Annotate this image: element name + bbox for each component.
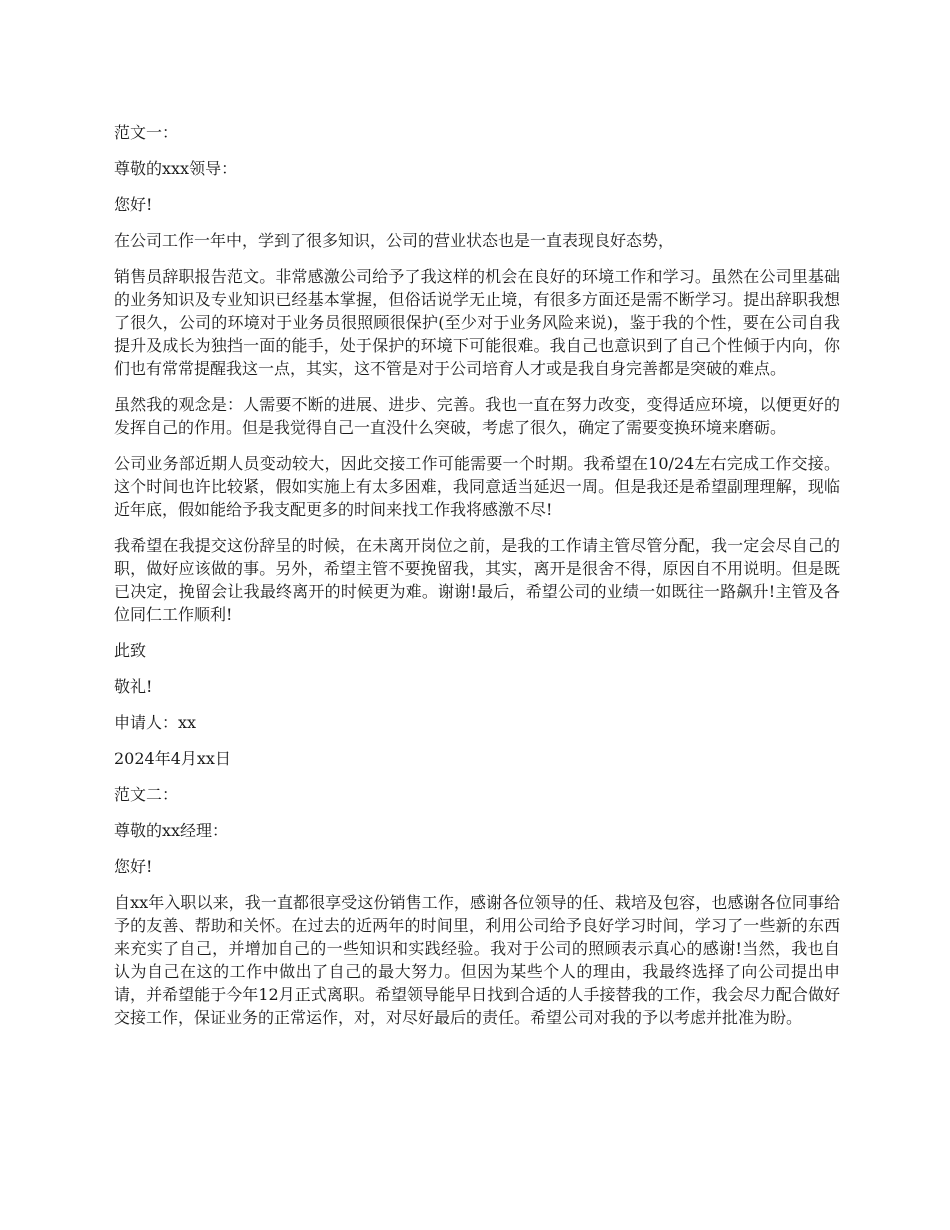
body-paragraph: 公司业务部近期人员变动较大，因此交接工作可能需要一个时期。我希望在10/24左右完成工作交接。这个时间也许比较紧，假如实施上有太多困难，我同意适当延迟一周。但是我还是希望副理理解，现临近年底，假如能给予我支配更多的时间来找工作我将感激不尽! — [114, 454, 840, 519]
body-paragraph: 我希望在我提交这份辞呈的时候，在未离开岗位之前，是我的工作请主管尽管分配，我一定会尽自己的职，做好应该做的事。另外，希望主管不要挽留我，其实，离开是很舍不得，原因自不用说明。但是既已决定，挽留会让我最终离开的时候更为难。谢谢!最后，希望公司的业绩一如既往一路飙升!主管及各位同仁工作顺利! — [114, 536, 840, 624]
body-paragraph: 自xx年入职以来，我一直都很享受这份销售工作，感谢各位领导的任、栽培及包容，也感谢各位同事给予的友善、帮助和关怀。在过去的近两年的时间里，利用公司给予良好学习时间，学习了一些新的东西来充实了自己，并增加自己的一些知识和实践经验。我对于公司的照顾表示真心的感谢!当然，我也自认为自己在这的工作中做出了自己的最大努力。但因为某些个人的理由，我最终选择了向公司提出申请，并希望能于今年12月正式离职。希望领导能早日找到合适的人手接替我的工作，我会尽力配合做好交接工作，保证业务的正常运作，对，对尽好最后的责任。希望公司对我的予以考虑并批准为盼。 — [114, 893, 840, 1027]
document-body — [114, 121, 840, 1042]
body-paragraph: 虽然我的观念是：人需要不断的进展、进步、完善。我也一直在努力改变，变得适应环境，以便更好的发挥自己的作用。但是我觉得自己一直没什么突破，考虑了很久，确定了需要变换环境来磨砺。 — [114, 395, 840, 437]
date-line: 2024年4月xx日 — [114, 749, 231, 768]
applicant-line: 申请人：xx — [114, 713, 197, 732]
greeting: 您好! — [114, 195, 153, 214]
closing-line: 此致 — [114, 641, 147, 660]
body-paragraph: 销售员辞职报告范文。非常感激公司给予了我这样的机会在良好的环境工作和学习。虽然在公司里基础的业务知识及专业知识已经基本掌握，但俗话说学无止境，有很多方面还是需不断学习。提出辞职我想了很久，公司的环境对于业务员很照顾很保护(至少对于业务风险来说)，鉴于我的个性，要在公司自我提升及成长为独挡一面的能手，处于保护的环境下可能很难。我自己也意识到了自己个性倾于内向，你们也有常常提醒我这一点，其实，这不管是对于公司培育人才或是我自身完善都是突破的难点。 — [114, 267, 840, 378]
body-paragraph: 在公司工作一年中，学到了很多知识，公司的营业状态也是一直表现良好态势， — [114, 231, 675, 250]
greeting: 您好! — [114, 857, 153, 876]
salutation: 尊敬的xxx领导： — [114, 159, 238, 178]
heading-sample-one: 范文一： — [114, 123, 179, 142]
heading-sample-two: 范文二： — [114, 785, 179, 804]
closing-regards: 敬礼! — [114, 677, 153, 696]
salutation: 尊敬的xx经理： — [114, 821, 229, 840]
